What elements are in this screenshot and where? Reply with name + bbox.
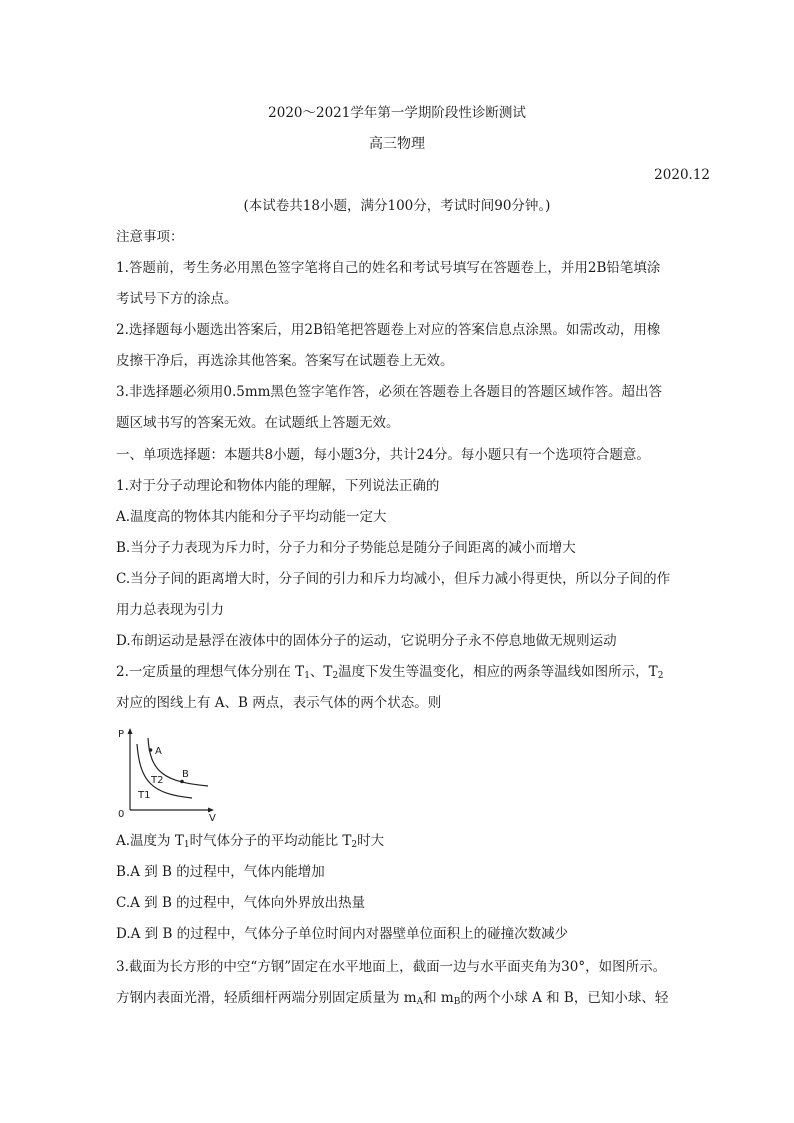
q2-option-a-subscript-1: 1	[183, 840, 190, 850]
q2-subscript-3: 2	[657, 671, 664, 681]
q2-option-b: B.A 到 B 的过程中，气体内能增加	[116, 864, 325, 880]
q3-text-a: 方钢内表面光滑，轻质细杆两端分别固定质量为 m	[116, 990, 417, 1006]
v-axis-arrow-icon	[208, 808, 214, 813]
q2-subscript-2: 2	[332, 671, 339, 681]
t1-curve-label: T1	[138, 790, 151, 801]
exam-date: 2020.12	[654, 167, 710, 183]
point-a-label: A	[155, 746, 162, 757]
notice-heading: 注意事项：	[116, 229, 184, 245]
q2-option-a-subscript-2: 2	[351, 840, 358, 850]
q2-stem-text-c: 温度下发生等温变化，相应的两条等温线如图所示，T	[338, 664, 658, 680]
notice-item-2-line-1: 2.选择题每小题选出答案后，用2B铅笔把答题卷上对应的答案信息点涂黑。如需改动，用橡	[116, 322, 661, 338]
q3-subscript-b: B	[453, 997, 461, 1007]
p-axis-label: P	[118, 729, 125, 740]
origin-label: 0	[118, 809, 125, 820]
q2-option-a-text-b: 时气体分子的平均动能比 T	[189, 833, 352, 849]
point-b-label: B	[182, 769, 189, 780]
q1-option-b: B.当分子力表现为斥力时，分子力和分子势能总是随分子间距离的减小而增大	[116, 540, 576, 556]
point-a-dot	[149, 748, 153, 752]
notice-item-1-line-1: 1.答题前，考生务必用黑色签字笔将自己的姓名和考试号填写在答题卷上，并用2B铅笔填涂	[116, 260, 661, 276]
q1-option-c-line-1: C.当分子间的距离增大时，分子间的引力和斥力均减小，但斥力减小得更快，所以分子间的作	[116, 571, 671, 587]
q2-option-a-text-c: 时大	[357, 833, 385, 849]
exam-info: (本试卷共18小题，满分100分，考试时间90分钟。)	[243, 198, 551, 214]
q2-option-a	[116, 832, 384, 854]
q1-option-a: A.温度高的物体其内能和分子平均动能一定大	[116, 509, 387, 525]
q3-text-b: 和 m	[423, 990, 454, 1006]
section-1-heading: 一、单项选择题：本题共8小题，每小题3分，共计24分。每小题只有一个选项符合题意。	[116, 447, 650, 463]
v-axis-label: V	[209, 813, 216, 822]
notice-item-3-line-1: 3.非选择题必须用0.5mm黑色签字笔作答，必须在答题卷上各题目的答题区域作答。超出答	[116, 384, 662, 400]
subject-title: 高三物理	[369, 136, 425, 152]
q2-option-d: D.A 到 B 的过程中，气体分子单位时间内对器壁单位面积上的碰撞次数减少	[116, 926, 569, 942]
point-b-dot	[180, 780, 184, 784]
q1-option-c-line-2: 用力总表现为引力	[116, 602, 224, 618]
q2-stem-text-a: 2.一定质量的理想气体分别在 T	[116, 664, 305, 680]
pv-isotherm-svg	[112, 722, 224, 822]
q2-option-c: C.A 到 B 的过程中，气体向外界放出热量	[116, 895, 366, 911]
q1-option-d: D.布朗运动是悬浮在液体中的固体分子的运动，它说明分子永不停息地做无规则运动	[116, 633, 617, 649]
q3-line-2	[116, 989, 668, 1011]
exam-title: 2020～2021学年第一学期阶段性诊断测试	[268, 105, 526, 121]
q1-stem: 1.对于分子动理论和物体内能的理解，下列说法正确的	[116, 478, 440, 494]
q2-stem-line-2: 对应的图线上有 A、B 两点，表示气体的两个状态。则	[116, 695, 442, 711]
q3-subscript-a: A	[416, 997, 424, 1007]
p-axis-arrow-icon	[128, 728, 133, 734]
notice-item-3-line-2: 题区域书写的答案无效。在试题纸上答题无效。	[116, 415, 400, 431]
q2-stem-text-b: 、T	[309, 664, 333, 680]
q3-text-c: 的两个小球 A 和 B，已知小球、轻	[460, 990, 669, 1006]
t2-curve-label: T2	[151, 775, 164, 786]
q2-stem-line-1	[116, 663, 663, 685]
q2-subscript-1: 1	[304, 671, 310, 681]
pv-isotherm-figure	[112, 722, 224, 822]
notice-item-1-line-2: 考试号下方的涂点。	[116, 291, 238, 307]
q2-option-a-text-a: A.温度为 T	[116, 833, 184, 849]
q3-line-1: 3.截面为长方形的中空“方钢”固定在水平地面上，截面一边与水平面夹角为30°，如图所示。	[116, 959, 667, 975]
notice-item-2-line-2: 皮擦干净后，再选涂其他答案。答案写在试题卷上无效。	[116, 353, 454, 369]
